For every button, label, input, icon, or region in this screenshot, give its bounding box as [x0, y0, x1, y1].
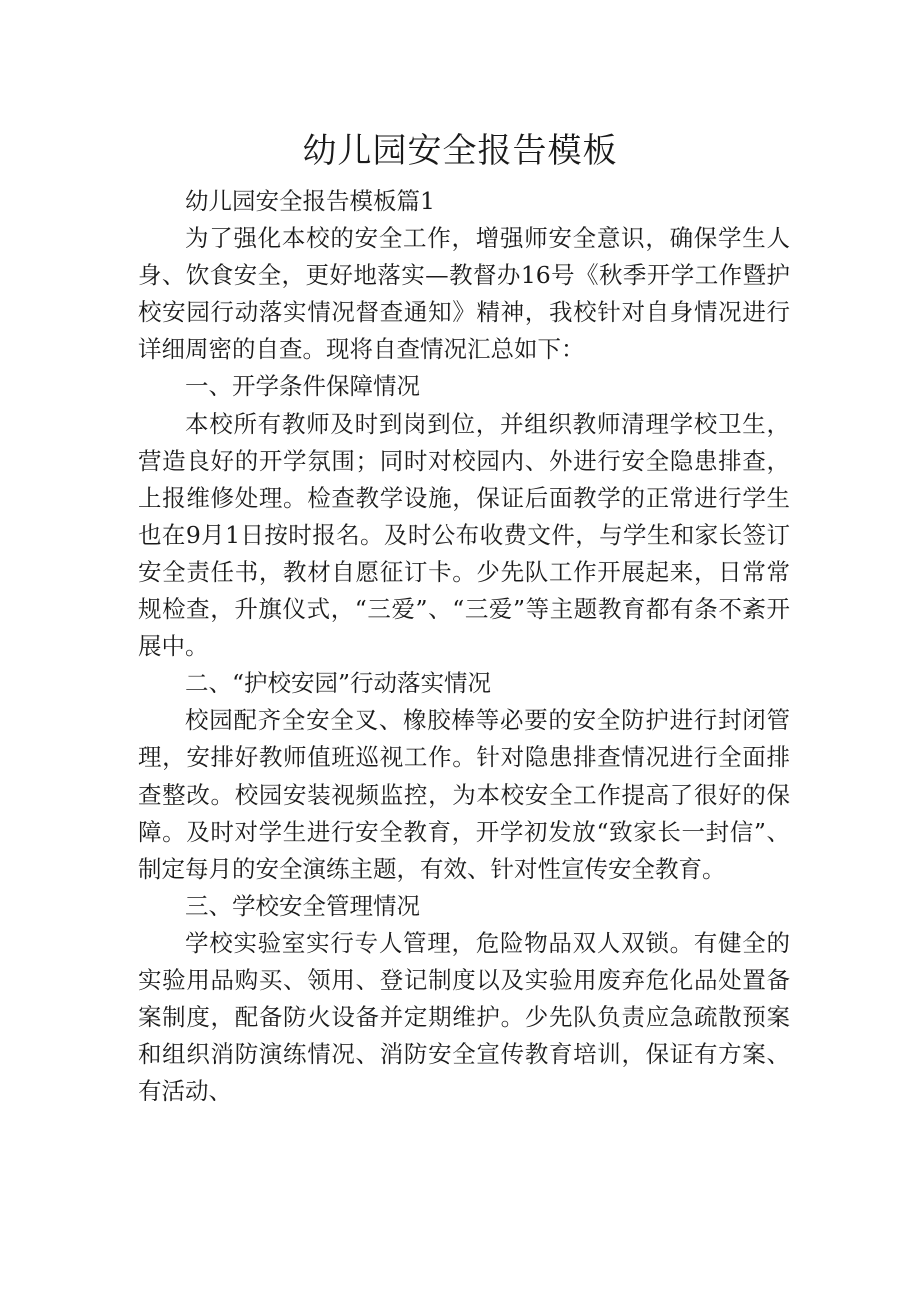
- document-title: 幼儿园安全报告模板: [302, 131, 618, 171]
- section-heading-2: 二、“护校安园”行动落实情况: [185, 669, 492, 698]
- section-paragraph-2: 校园配齐全安全叉、橡胶棒等必要的安全防护进行封闭管理，安排好教师值班巡视工作。针对隐患排查情况进行全面排查整改。校园安装视频监控，为本校安全工作提高了很好的保障。及时对学生进行安全教育，开学初发放“致家长一封信”、制定每月的安全演练主题，有效、针对性宣传安全教育。: [138, 706, 790, 883]
- section-heading-1: 一、开学条件保障情况: [185, 372, 420, 401]
- section-paragraph-1: 本校所有教师及时到岗到位，并组织教师清理学校卫生，营造良好的开学氛围；同时对校园内、外进行安全隐患排查，上报维修处理。检查教学设施，保证后面教学的正常进行学生也在9月1日按时报名。及时公布收费文件，与学生和家长签订安全责任书，教材自愿征订卡。少先队工作开展起来，日常常规检查，升旗仪式，“三爱”、“三爱”等主题教育都有条不紊开展中。: [138, 409, 790, 661]
- section-paragraph-3: 学校实验室实行专人管理，危险物品双人双锁。有健全的实验用品购买、领用、登记制度以及实验用废弃危化品处置备案制度，配备防火设备并定期维护。少先队负责应急疏散预案和组织消防演练情况、消防安全宣传教育培训，保证有方案、有活动、: [138, 928, 790, 1106]
- document-subtitle: 幼儿园安全报告模板篇1: [185, 187, 435, 215]
- intro-paragraph: 为了强化本校的安全工作，增强师安全意识，确保学生人身、饮食安全，更好地落实—教督办16号《秋季开学工作暨护校安园行动落实情况督查通知》精神，我校针对自身情况进行详细周密的自查。现将自查情况汇总如下：: [138, 224, 790, 364]
- section-heading-3: 三、学校安全管理情况: [185, 891, 420, 920]
- document-body: [138, 183, 790, 1110]
